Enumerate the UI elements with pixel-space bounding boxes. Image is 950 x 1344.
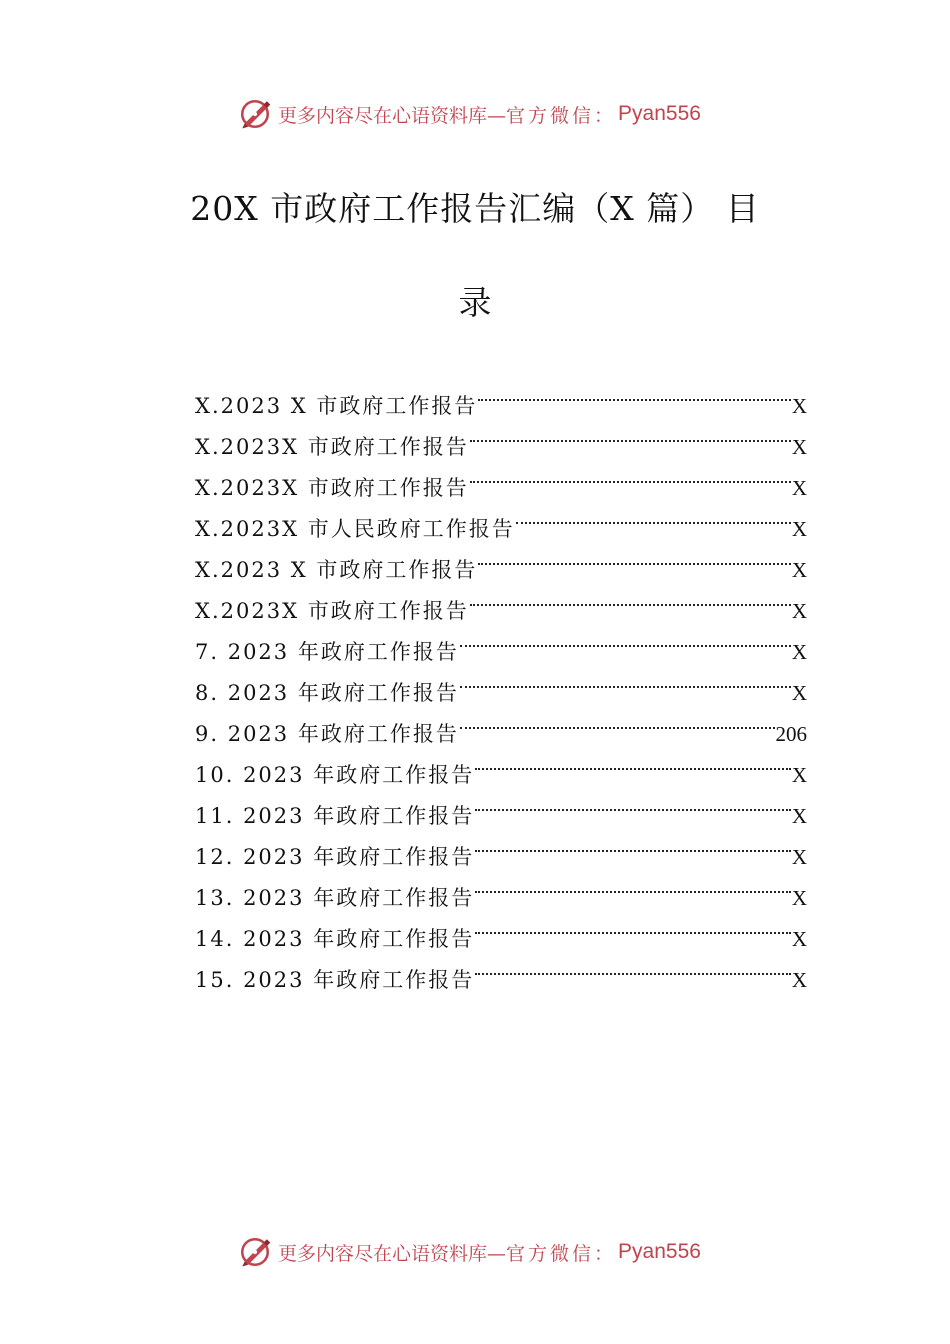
- toc-item-page: X: [791, 435, 807, 459]
- toc-leader-dots: [516, 495, 791, 536]
- toc-item-label: X.2023X 市政府工作报告: [195, 435, 469, 459]
- toc-item-label: 11. 2023 年政府工作报告: [195, 804, 475, 828]
- toc-item-page: X: [791, 804, 807, 828]
- toc-item-label: 15. 2023 年政府工作报告: [195, 968, 475, 992]
- toc-item-label: X.2023X 市人民政府工作报告: [195, 517, 515, 541]
- toc-item-label: 13. 2023 年政府工作报告: [195, 886, 475, 910]
- toc-item-label: 9. 2023 年政府工作报告: [195, 722, 459, 746]
- banner-slogan: 更多内容尽在心语资料库—: [278, 1242, 507, 1265]
- toc-leader-dots: [478, 372, 790, 413]
- toc-leader-dots: [460, 700, 775, 741]
- toc-item-page: X: [791, 394, 807, 418]
- toc-item-label: X.2023 X 市政府工作报告: [195, 558, 478, 582]
- toc-item-page: X: [791, 886, 807, 910]
- toc-leader-dots: [470, 454, 791, 495]
- header-banner: [238, 96, 758, 132]
- toc-item-page: X: [791, 927, 807, 951]
- toc-item-page: 206: [775, 722, 807, 746]
- banner-slogan: 更多内容尽在心语资料库—: [278, 104, 507, 127]
- pen-circle-logo-icon: [238, 1235, 272, 1269]
- toc-item-page: X: [791, 681, 807, 705]
- toc-item-page: X: [791, 640, 807, 664]
- toc-leader-dots: [470, 577, 791, 618]
- document-title: 20X 市政府工作报告汇编（X 篇） 目: [190, 189, 760, 228]
- toc-item[interactable]: [195, 372, 807, 418]
- banner-wechat-label: 官方微信：: [506, 1242, 617, 1265]
- toc-item-label: 8. 2023 年政府工作报告: [195, 681, 459, 705]
- banner-wechat-id: Pyan556: [618, 1240, 701, 1263]
- table-of-contents: [195, 372, 807, 992]
- toc-item-label: 10. 2023 年政府工作报告: [195, 763, 475, 787]
- toc-leader-dots: [475, 741, 791, 782]
- toc-leader-dots: [475, 864, 791, 905]
- toc-item-label: 12. 2023 年政府工作报告: [195, 845, 475, 869]
- toc-item-page: X: [791, 476, 807, 500]
- toc-leader-dots: [460, 618, 791, 659]
- pen-circle-logo-icon: [238, 97, 272, 131]
- toc-leader-dots: [460, 659, 791, 700]
- toc-item-page: X: [791, 845, 807, 869]
- banner-wechat-id: Pyan556: [618, 102, 701, 125]
- toc-item-label: 7. 2023 年政府工作报告: [195, 640, 459, 664]
- toc-item-label: X.2023 X 市政府工作报告: [195, 394, 478, 418]
- footer-banner: [238, 1234, 758, 1270]
- toc-item-page: X: [791, 517, 807, 541]
- toc-leader-dots: [475, 823, 791, 864]
- toc-item-label: 14. 2023 年政府工作报告: [195, 927, 475, 951]
- toc-leader-dots: [475, 905, 791, 946]
- document-title-continued: 录: [458, 283, 492, 322]
- toc-item-page: X: [791, 763, 807, 787]
- toc-item-label: X.2023X 市政府工作报告: [195, 599, 469, 623]
- toc-item-page: X: [791, 558, 807, 582]
- toc-leader-dots: [470, 413, 791, 454]
- toc-leader-dots: [475, 782, 791, 823]
- toc-item-page: X: [791, 968, 807, 992]
- toc-leader-dots: [478, 536, 790, 577]
- toc-leader-dots: [475, 946, 791, 987]
- toc-item-label: X.2023X 市政府工作报告: [195, 476, 469, 500]
- toc-item-page: X: [791, 599, 807, 623]
- banner-wechat-label: 官方微信：: [506, 104, 617, 127]
